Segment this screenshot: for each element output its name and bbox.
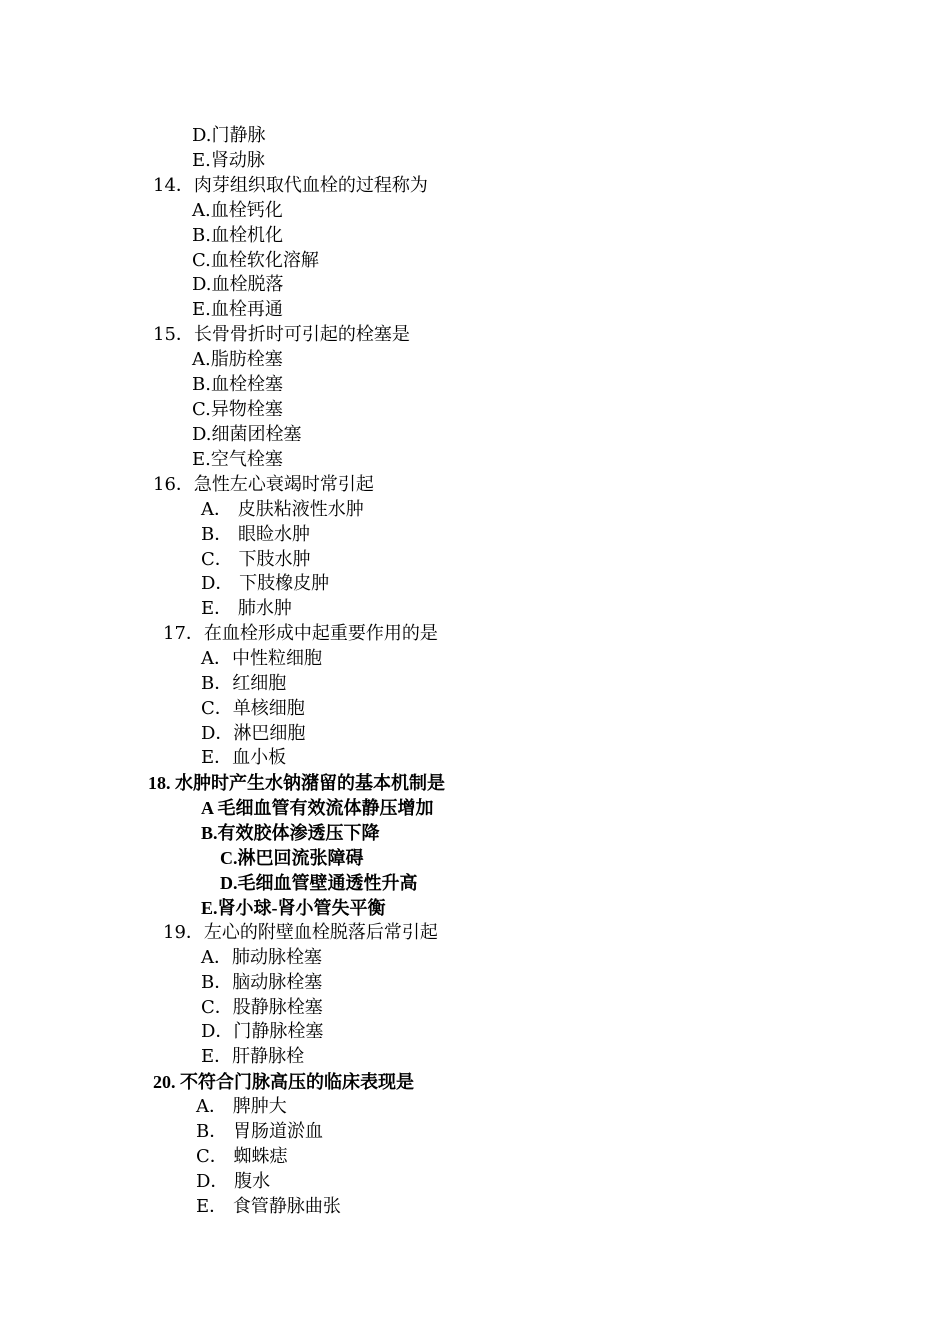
option-14e: E.血栓再通 [192, 299, 283, 320]
option-16c: C． 下肢水肿 [201, 549, 311, 570]
question-15: 15．长骨骨折时可引起的栓塞是 [153, 324, 410, 345]
option-14b: B.血栓机化 [192, 225, 283, 246]
question-17: 17．在血栓形成中起重要作用的是 [163, 623, 438, 644]
option-20d: D． 腹水 [196, 1171, 271, 1192]
question-20: 20. 不符合门脉高压的临床表现是 [153, 1072, 414, 1092]
question-19: 19．左心的附壁血栓脱落后常引起 [163, 922, 438, 943]
option-16e: E． 肺水肿 [201, 598, 292, 619]
option-17e: E．血小板 [201, 747, 287, 768]
option-16a: A． 皮肤粘液性水肿 [201, 499, 364, 520]
option-20c: C． 蜘蛛痣 [196, 1146, 288, 1167]
question-18: 18. 水肿时产生水钠潴留的基本机制是 [148, 773, 445, 793]
option-20b: B． 胃肠道淤血 [196, 1121, 323, 1142]
option-17d: D．淋巴细胞 [201, 723, 306, 744]
option-20a: A． 脾肿大 [196, 1096, 287, 1117]
option-17a: A．中性粒细胞 [201, 648, 322, 669]
option-18a: A 毛细血管有效流体静压增加 [201, 798, 434, 818]
option-17b: B．红细胞 [201, 673, 287, 694]
option-18c: C.淋巴回流张障碍 [220, 848, 364, 868]
option-13d: D.门静脉 [192, 125, 266, 146]
question-16: 16．急性左心衰竭时常引起 [153, 474, 374, 495]
option-14d: D.血栓脱落 [192, 274, 284, 295]
option-18e: E.肾小球-肾小管失平衡 [201, 898, 386, 918]
option-19a: A．肺动脉栓塞 [201, 947, 322, 968]
option-19d: D．门静脉栓塞 [201, 1021, 324, 1042]
option-16b: B． 眼睑水肿 [201, 524, 310, 545]
option-17c: C．单核细胞 [201, 698, 305, 719]
option-16d: D． 下肢橡皮肿 [201, 573, 330, 594]
option-15a: A.脂肪栓塞 [192, 349, 283, 370]
option-19e: E．肝静脉栓 [201, 1046, 305, 1067]
option-15c: C.异物栓塞 [192, 399, 283, 420]
option-13e: E.肾动脉 [192, 150, 265, 171]
option-15d: D.细菌团栓塞 [192, 424, 302, 445]
option-14c: C.血栓软化溶解 [192, 250, 319, 271]
question-14: 14．肉芽组织取代血栓的过程称为 [153, 175, 428, 196]
option-19c: C．股静脉栓塞 [201, 997, 323, 1018]
option-14a: A.血栓钙化 [192, 200, 283, 221]
option-15e: E.空气栓塞 [192, 449, 283, 470]
option-18b: B.有效胶体渗透压下降 [201, 823, 380, 843]
option-20e: E． 食管静脉曲张 [196, 1196, 341, 1217]
option-19b: B．脑动脉栓塞 [201, 972, 323, 993]
option-15b: B.血栓栓塞 [192, 374, 283, 395]
option-18d: D.毛细血管壁通透性升高 [220, 873, 418, 893]
